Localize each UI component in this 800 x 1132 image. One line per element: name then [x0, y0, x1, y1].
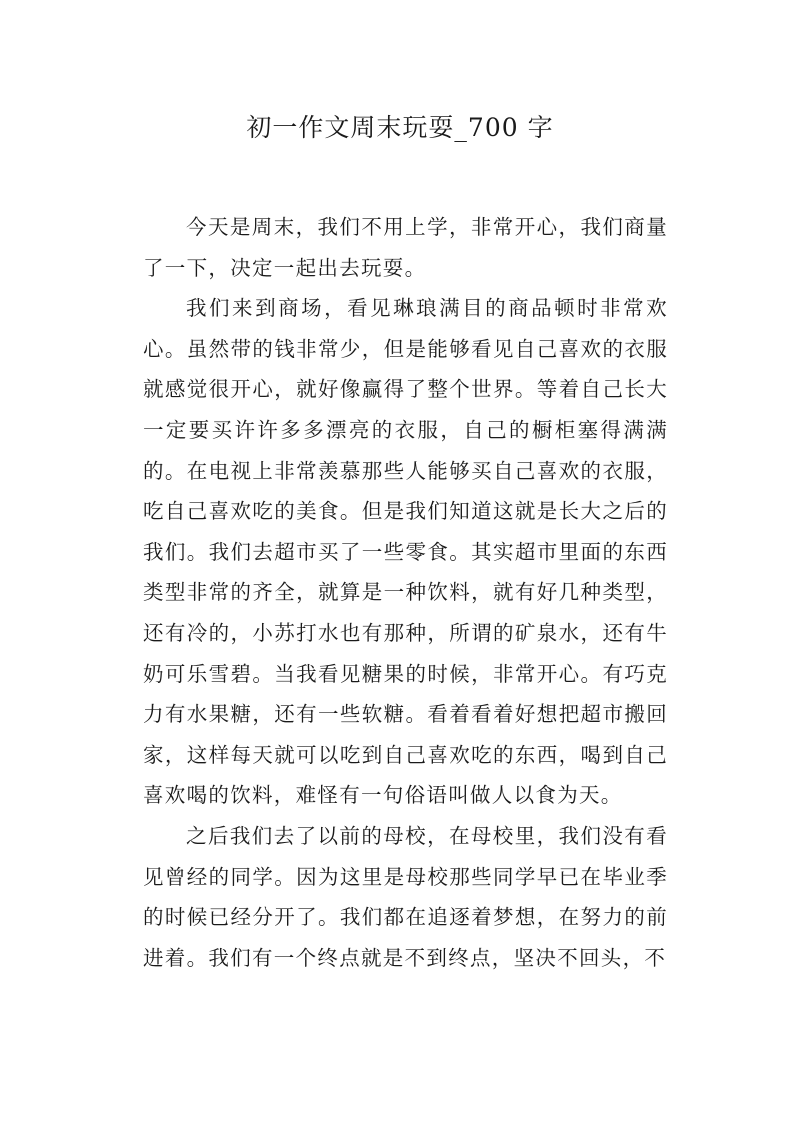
- paragraph-3: 之后我们去了以前的母校，在母校里，我们没有看见曾经的同学。因为这里是母校那些同学早已在毕业季的时候已经分开了。我们都在追逐着梦想，在努力的前进着。我们有一个终点就是不到终点，坚决不回头，不: [143, 823, 668, 970]
- paragraph-1: 今天是周末，我们不用上学，非常开心，我们商量了一下，决定一起出去玩耍。: [143, 215, 668, 280]
- document-body: [143, 207, 668, 978]
- paragraph-2: 我们来到商场，看见琳琅满目的商品顿时非常欢心。虽然带的钱非常少，但是能够看见自己喜欢的衣服就感觉很开心，就好像赢得了整个世界。等着自己长大一定要买许许多多漂亮的衣服，自己的橱柜塞得满满的。在电视上非常羡慕那些人能够买自己喜欢的衣服，吃自己喜欢吃的美食。但是我们知道这就是长大之后的我们。我们去超市买了一些零食。其实超市里面的东西类型非常的齐全，就算是一种饮料，就有好几种类型，还有冷的，小苏打水也有那种，所谓的矿泉水，还有牛奶可乐雪碧。当我看见糖果的时候，非常开心。有巧克力有水果糖，还有一些软糖。看着看着好想把超市搬回家，这样每天就可以吃到自己喜欢吃的东西，喝到自己喜欢喝的饮料，难怪有一句俗语叫做人以食为天。: [143, 296, 668, 808]
- document-title: 初一作文周末玩耍_700 字: [246, 113, 554, 142]
